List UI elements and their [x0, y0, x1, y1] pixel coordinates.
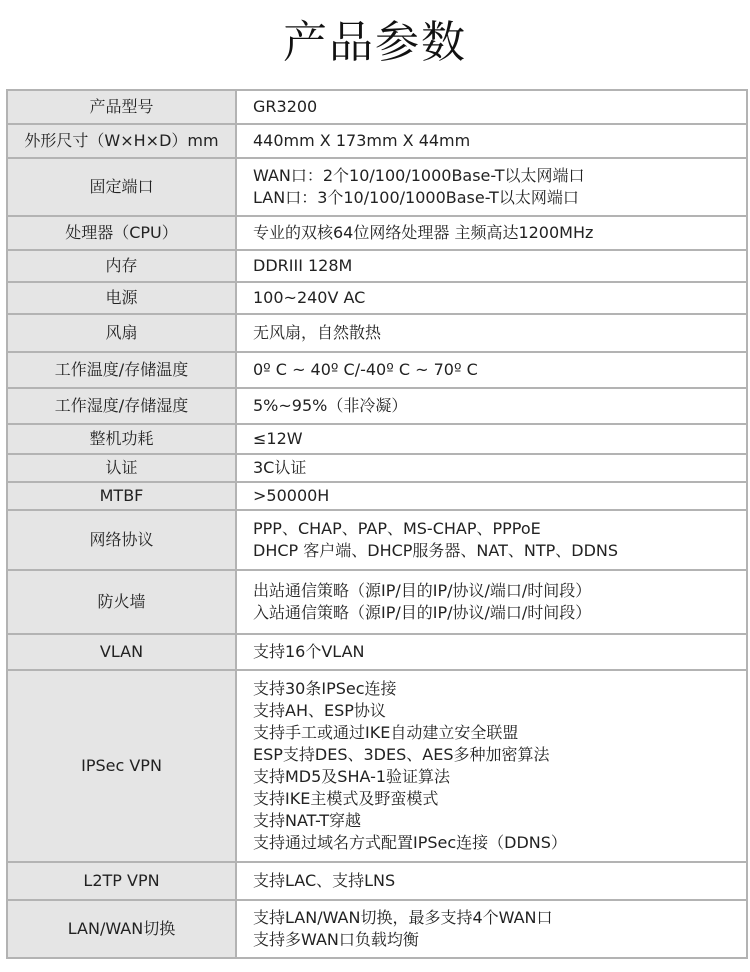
row-label: LAN/WAN切换: [7, 900, 236, 958]
row-value: 专业的双核64位网络处理器 主频高达1200MHz: [236, 216, 747, 250]
table-row: [7, 158, 747, 216]
table-row: [7, 250, 747, 282]
table-row: [7, 124, 747, 158]
row-value: GR3200: [236, 90, 747, 124]
row-label: 工作温度/存储温度: [7, 352, 236, 388]
row-label: IPSec VPN: [7, 670, 236, 862]
row-value: 5%~95%（非冷凝）: [236, 388, 747, 424]
row-label: 内存: [7, 250, 236, 282]
row-value: 出站通信策略（源IP/目的IP/协议/端口/时间段） 入站通信策略（源IP/目的IP/协议/端口/时间段）: [236, 570, 747, 634]
table-row: [7, 862, 747, 900]
row-label: 网络协议: [7, 510, 236, 570]
row-label: 固定端口: [7, 158, 236, 216]
table-row: [7, 424, 747, 454]
row-label: 认证: [7, 454, 236, 482]
table-row: [7, 482, 747, 510]
row-value: 支持LAN/WAN切换，最多支持4个WAN口 支持多WAN口负载均衡: [236, 900, 747, 958]
row-label: MTBF: [7, 482, 236, 510]
row-label: 外形尺寸（W×H×D）mm: [7, 124, 236, 158]
row-value: DDRIII 128M: [236, 250, 747, 282]
row-value: ≤12W: [236, 424, 747, 454]
row-value: 3C认证: [236, 454, 747, 482]
row-label: VLAN: [7, 634, 236, 670]
row-value: WAN口：2个10/100/1000Base-T以太网端口 LAN口：3个10/100/1000Base-T以太网端口: [236, 158, 747, 216]
row-label: 处理器（CPU）: [7, 216, 236, 250]
row-value: 440mm X 173mm X 44mm: [236, 124, 747, 158]
row-value: 支持30条IPSec连接 支持AH、ESP协议 支持手工或通过IKE自动建立安全联盟 ESP支持DES、3DES、AES多种加密算法 支持MD5及SHA-1验证算法 支持IKE主模式及野蛮模式 支持NAT-T穿越 支持通过域名方式配置IPSec连接（DDNS）: [236, 670, 747, 862]
table-row: [7, 454, 747, 482]
row-value: 支持LAC、支持LNS: [236, 862, 747, 900]
row-label: L2TP VPN: [7, 862, 236, 900]
row-value: 无风扇，自然散热: [236, 314, 747, 352]
row-value: >50000H: [236, 482, 747, 510]
row-label: 产品型号: [7, 90, 236, 124]
table-row: [7, 388, 747, 424]
table-row: [7, 352, 747, 388]
row-label: 风扇: [7, 314, 236, 352]
row-value: 支持16个VLAN: [236, 634, 747, 670]
table-row: [7, 282, 747, 314]
table-row: [7, 570, 747, 634]
spec-table: [6, 89, 748, 959]
row-value: PPP、CHAP、PAP、MS-CHAP、PPPoE DHCP 客户端、DHCP服务器、NAT、NTP、DDNS: [236, 510, 747, 570]
row-label: 电源: [7, 282, 236, 314]
row-value: 0º C ~ 40º C/-40º C ~ 70º C: [236, 352, 747, 388]
row-value: 100~240V AC: [236, 282, 747, 314]
table-row: [7, 216, 747, 250]
page-title: 产品参数: [283, 17, 467, 68]
table-row: [7, 314, 747, 352]
table-row: [7, 634, 747, 670]
row-label: 工作湿度/存储湿度: [7, 388, 236, 424]
table-row: [7, 900, 747, 958]
table-row: [7, 670, 747, 862]
row-label: 防火墙: [7, 570, 236, 634]
row-label: 整机功耗: [7, 424, 236, 454]
table-row: [7, 510, 747, 570]
table-row: [7, 90, 747, 124]
